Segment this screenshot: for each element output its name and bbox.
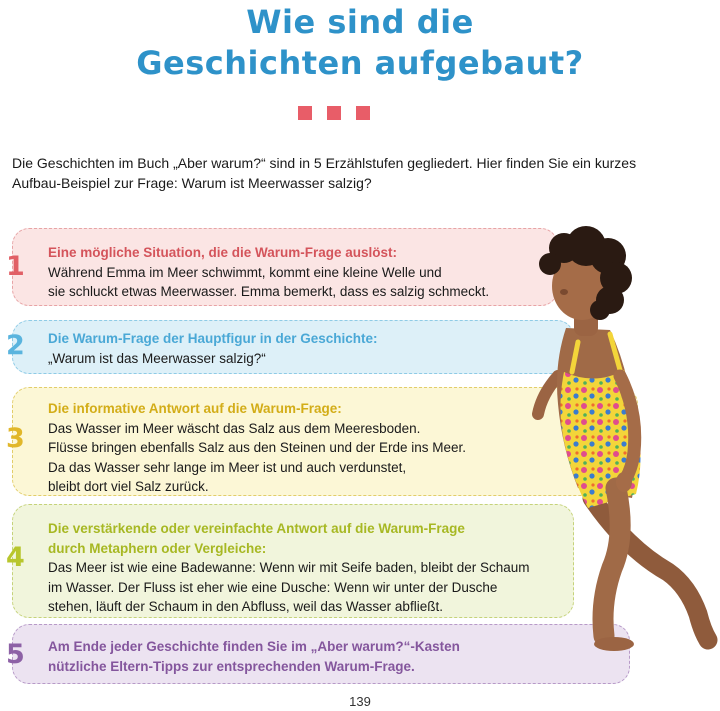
step-4-line: im Wasser. Der Fluss ist eher wie eine Dusche: Wenn wir unter der Dusche	[48, 579, 498, 595]
step-3-number: 3	[6, 423, 25, 454]
square-3	[356, 106, 370, 120]
step-4-line: stehen, läuft der Schaum in den Abfluss, weil das Wasser abfließt.	[48, 599, 443, 614]
intro-line-1: Die Geschichten im Buch „Aber warum?“ sind in 5 Erzählstufen gegliedert. Hier finden Sie ein kurzes	[12, 155, 637, 171]
step-4-box	[6, 504, 574, 618]
child-photo	[516, 226, 720, 662]
step-4-heading: Die verstärkende oder vereinfachte Antwort auf die Warum-Frage	[48, 521, 465, 536]
step-1-text	[48, 243, 547, 302]
step-2-box	[6, 320, 574, 374]
step-1-box	[6, 228, 558, 306]
step-5-heading: nützliche Eltern-Tipps zur entsprechenden Warum-Frage.	[48, 658, 415, 674]
step-3-line: Das Wasser im Meer wäscht das Salz aus dem Meeresboden.	[48, 420, 421, 436]
step-1-number: 1	[6, 251, 25, 282]
step-4-text	[48, 519, 563, 617]
intro-paragraph	[12, 153, 652, 193]
step-3-line: Da das Wasser sehr lange im Meer ist und auch verdunstet,	[48, 459, 407, 475]
page-title	[0, 2, 720, 84]
step-3-line: Flüsse bringen ebenfalls Salz aus den Steinen und der Erde ins Meer.	[48, 440, 467, 455]
page-number: 139	[349, 694, 371, 709]
square-2	[327, 106, 341, 120]
step-4-line: Das Meer ist wie eine Badewanne: Wenn wir mit Seife baden, bleibt der Schaum	[48, 560, 530, 575]
step-1-line: sie schluckt etwas Meerwasser. Emma bemerkt, dass es salzig schmeckt.	[48, 284, 490, 299]
square-1	[298, 106, 312, 120]
step-3-line: bleibt dort viel Salz zurück.	[48, 479, 209, 494]
step-5-number: 5	[6, 639, 25, 670]
step-4-number: 4	[6, 542, 25, 573]
step-1-heading: Eine mögliche Situation, die die Warum-Frage auslöst:	[48, 245, 398, 260]
intro-line-2: Aufbau-Beispiel zur Frage: Warum ist Meerwasser salzig?	[12, 175, 372, 191]
step-2-number: 2	[6, 330, 25, 361]
title-line-1: Wie sind die	[246, 3, 474, 41]
step-2-line: „Warum ist das Meerwasser salzig?“	[48, 350, 266, 366]
step-2-heading: Die Warum-Frage der Hauptfigur in der Geschichte:	[48, 331, 378, 346]
step-2-text	[48, 329, 563, 368]
step-4-heading: durch Metaphern oder Vergleiche:	[48, 540, 267, 556]
step-3-heading: Die informative Antwort auf die Warum-Frage:	[48, 401, 342, 416]
step-1-line: Während Emma im Meer schwimmt, kommt eine kleine Welle und	[48, 264, 442, 280]
step-5-heading: Am Ende jeder Geschichte finden Sie im „Aber warum?“-Kasten	[48, 639, 460, 654]
title-line-2: Geschichten aufgebaut?	[136, 44, 584, 82]
